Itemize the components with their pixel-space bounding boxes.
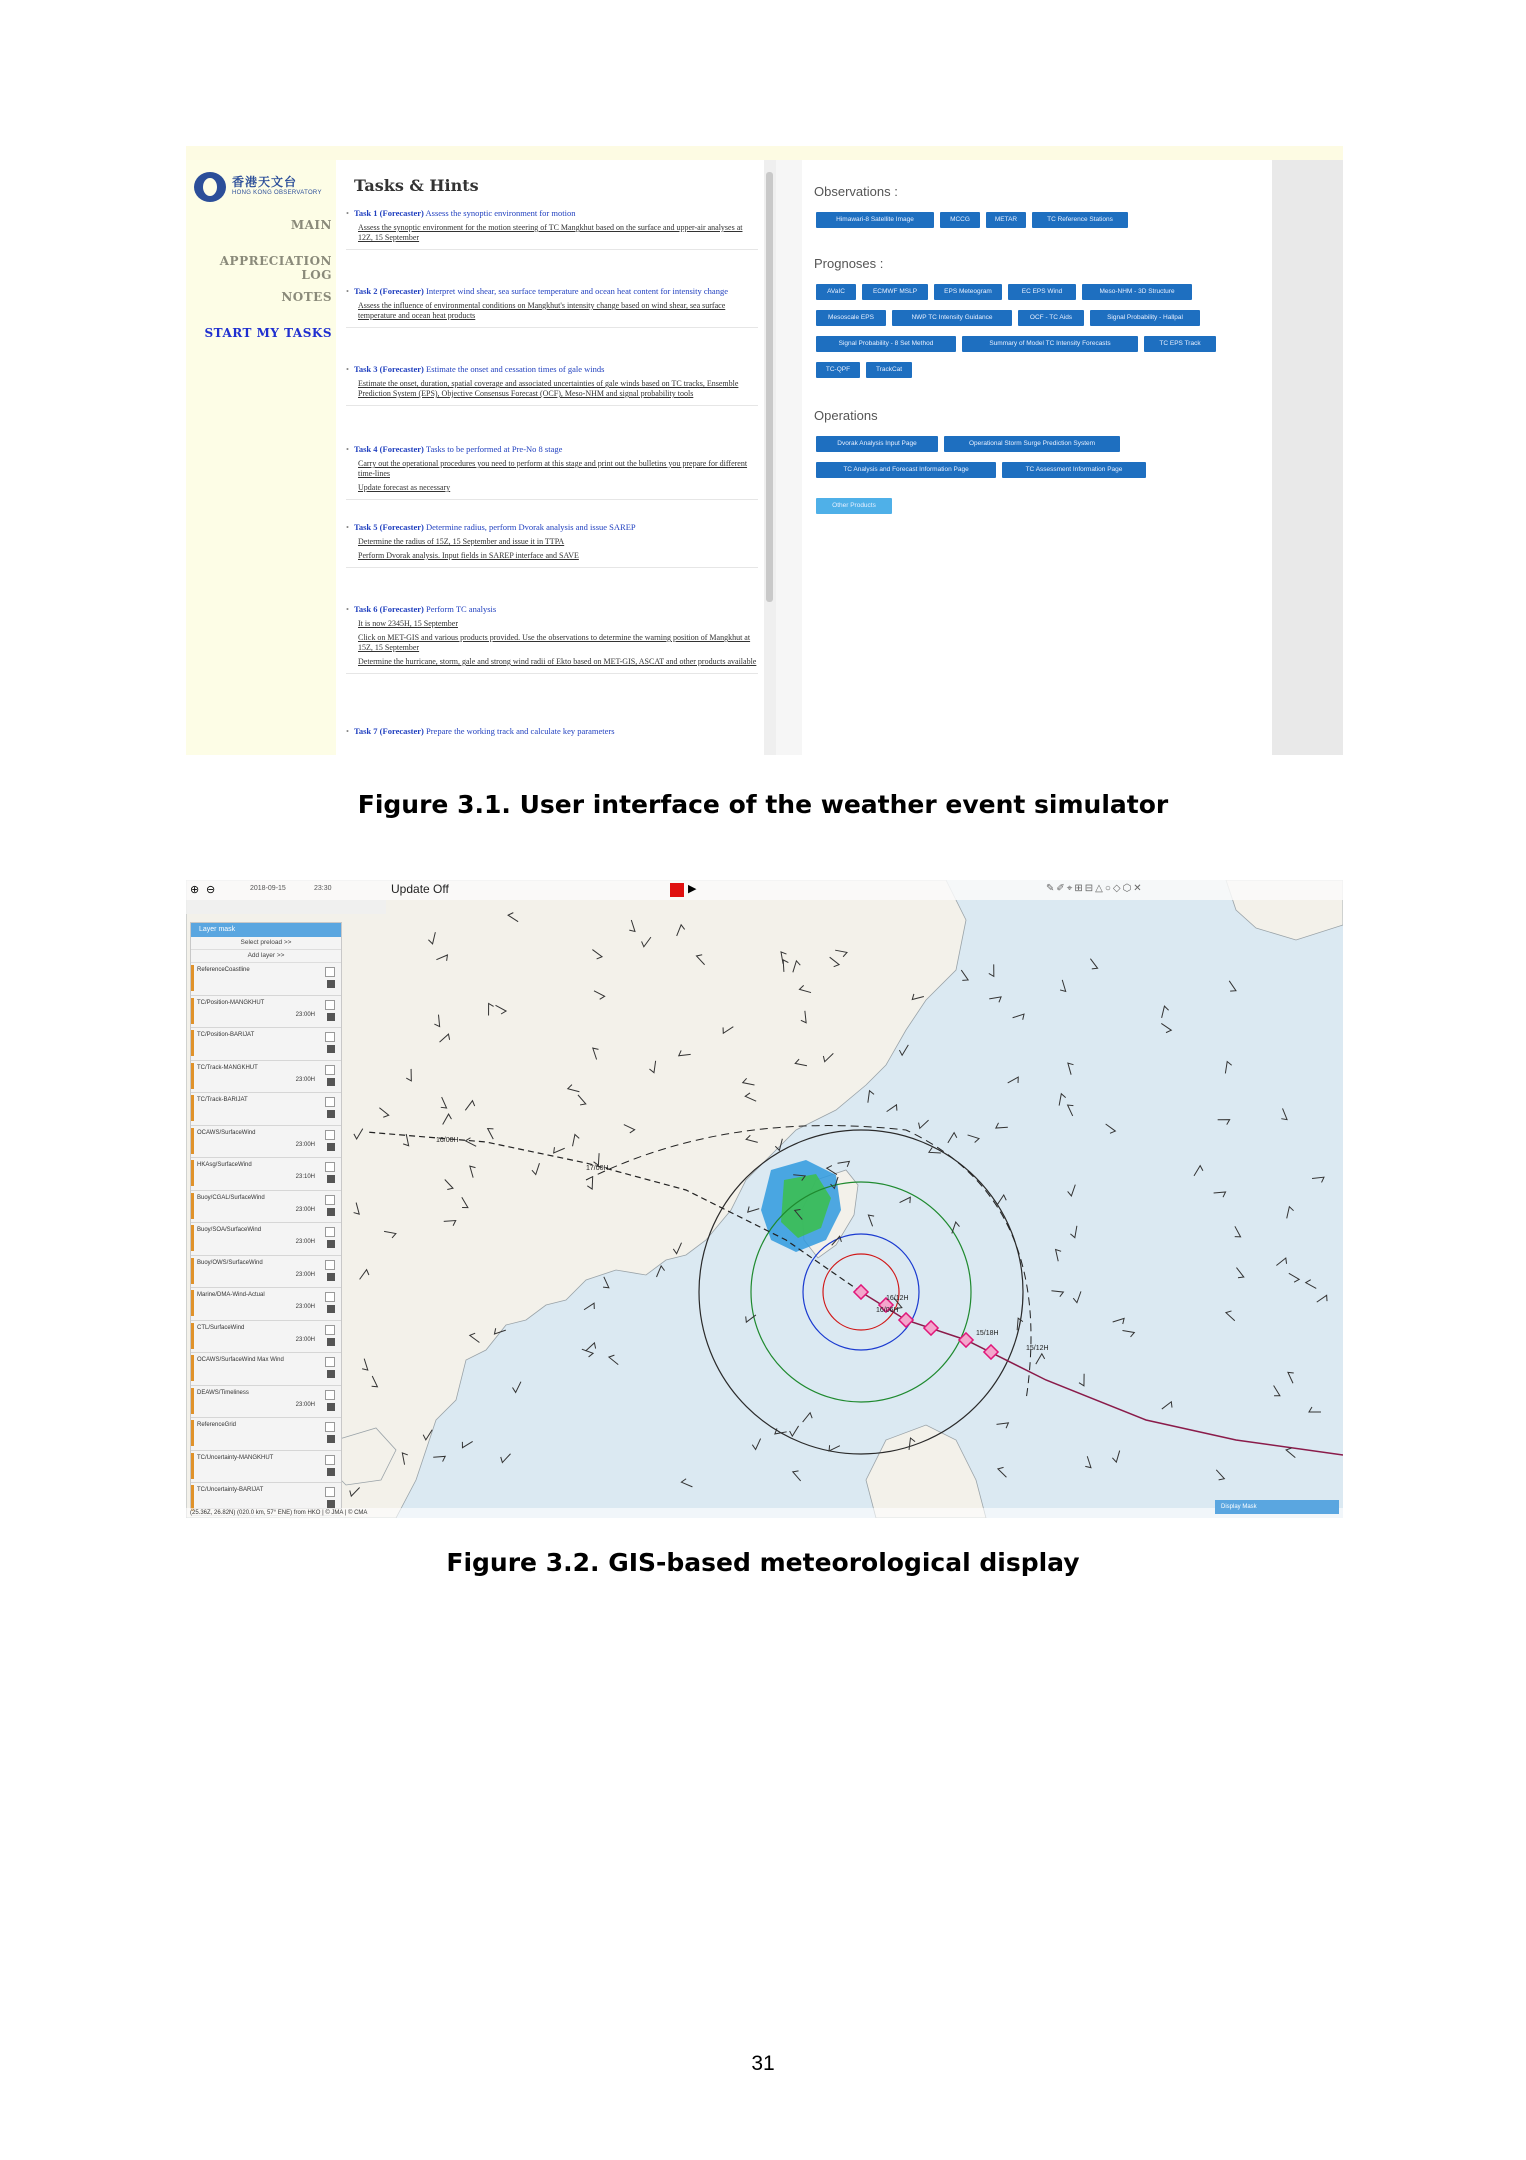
layer-name: DEAWS/Timeliness	[197, 1389, 249, 1396]
task-scrollbar[interactable]	[764, 160, 776, 755]
layer-name: TC/Position-BARIJAT	[197, 1032, 255, 1038]
toolbar-date[interactable]: 2018-09-15	[250, 885, 286, 892]
task-role: (Forecaster)	[379, 444, 424, 454]
layer-color-bar	[191, 1453, 194, 1479]
track-time-label: 17/00H	[586, 1165, 609, 1172]
layer-panel	[190, 922, 342, 1509]
scroll-thumb[interactable]	[766, 172, 773, 602]
nav-appreciation-log[interactable]: APPRECIATION LOG	[219, 254, 332, 282]
product-button[interactable]: TC EPS Track	[1144, 336, 1216, 352]
layer-item[interactable]	[191, 963, 341, 996]
task-hint[interactable]: Estimate the onset, duration, spatial coverage and associated uncertainties of gale winds based on TC tracks, Ensemble Prediction System (EPS), Objective Consensus Forecast (OCF), Meso-NHM and signal probability tools	[358, 379, 739, 398]
product-button[interactable]: Himawari-8 Satellite Image	[816, 212, 934, 228]
layer-color-bar	[191, 1225, 194, 1251]
layer-name: HKAsg/SurfaceWind	[197, 1162, 252, 1168]
task-title: Prepare the working track and calculate key parameters	[423, 726, 615, 736]
task-heading[interactable]	[346, 726, 758, 737]
layer-item[interactable]	[191, 1386, 341, 1419]
add-layer-button[interactable]: Add layer >>	[191, 950, 341, 963]
task-role: (Forecaster)	[379, 364, 424, 374]
layer-checkbox[interactable]	[325, 1260, 335, 1270]
layer-color-bar	[191, 1193, 194, 1219]
layer-checkbox[interactable]	[325, 1455, 335, 1465]
layer-name: TC/Track-BARIJAT	[197, 1097, 248, 1103]
task-item	[346, 604, 758, 674]
task-divider	[346, 405, 758, 406]
right-gutter	[1272, 160, 1343, 755]
task-divider	[346, 567, 758, 568]
layer-color-bar	[191, 1290, 194, 1316]
nav-notes[interactable]: NOTES	[281, 290, 332, 304]
layer-color-bar	[191, 1030, 194, 1056]
layer-item[interactable]	[191, 1256, 341, 1289]
layer-color-bar	[191, 1323, 194, 1349]
layer-color-bar	[191, 1095, 194, 1121]
tasks-panel	[336, 160, 764, 755]
product-button[interactable]: Dvorak Analysis Input Page	[816, 436, 938, 452]
gis-map[interactable]	[186, 880, 1343, 1518]
layer-name: ReferenceCoastline	[197, 967, 250, 973]
layer-edit-icon[interactable]	[327, 1435, 335, 1443]
bullet-icon: •	[346, 522, 349, 532]
layer-item[interactable]	[191, 1126, 341, 1159]
task-item	[346, 286, 758, 328]
figure-caption-1: Figure 3.1. User interface of the weather event simulator	[357, 790, 1169, 819]
layer-color-bar	[191, 1160, 194, 1186]
layer-edit-icon[interactable]	[327, 1208, 335, 1216]
product-button[interactable]: MCCG	[940, 212, 980, 228]
task-hint[interactable]: It is now 2345H, 15 September	[358, 619, 458, 628]
task-hint[interactable]: Assess the influence of environmental conditions on Mangkhut's intensity change based on wind shear, sea surface temperature and ocean heat products	[358, 301, 726, 320]
logo-text-en: HONG KONG OBSERVATORY	[232, 190, 322, 196]
product-button[interactable]: NWP TC Intensity Guidance	[892, 310, 1012, 326]
task-item	[346, 444, 758, 500]
layer-item[interactable]	[191, 1028, 341, 1061]
product-button[interactable]: Other Products	[816, 498, 892, 514]
layer-time: 23:00H	[295, 1304, 315, 1310]
layer-color-bar	[191, 1420, 194, 1446]
layer-checkbox[interactable]	[325, 1130, 335, 1140]
task-title: Perform TC analysis	[423, 604, 497, 614]
layer-name: Marine/DMA-Wind-Actual	[197, 1292, 265, 1298]
layer-edit-icon[interactable]	[327, 1500, 335, 1508]
layer-time: 23:00H	[295, 1076, 315, 1083]
layer-name: TC/Track-MANGKHUT	[197, 1064, 258, 1071]
prognoses-label: Prognoses :	[814, 256, 884, 271]
task-divider	[346, 249, 758, 250]
layer-name: ReferenceGrid	[197, 1422, 237, 1428]
layer-name: CTL/SurfaceWind	[197, 1324, 245, 1331]
layer-checkbox[interactable]	[325, 1292, 335, 1302]
layer-name: OCAWS/SurfaceWind	[197, 1129, 256, 1136]
task-item	[346, 208, 758, 250]
display-mask-panel[interactable]: Display Mask	[1215, 1500, 1339, 1514]
product-button[interactable]: TC Reference Stations	[1032, 212, 1128, 228]
layer-checkbox[interactable]	[325, 1097, 335, 1107]
layer-item[interactable]	[191, 1353, 341, 1386]
layer-edit-icon[interactable]	[327, 1013, 335, 1021]
nav-main[interactable]: MAIN	[290, 218, 332, 232]
top-strip	[186, 146, 1343, 160]
task-hint[interactable]: Assess the synoptic environment for the motion steering of TC Mangkhut based on the surface and upper-air analyses at 12Z, 15 September	[358, 223, 743, 242]
layer-edit-icon[interactable]	[327, 1045, 335, 1053]
task-heading[interactable]	[346, 208, 758, 219]
task-number: Task 4	[353, 444, 380, 454]
product-button[interactable]: TC Analysis and Forecast Information Page	[816, 462, 996, 478]
select-preload-button[interactable]: Select preload >>	[191, 937, 341, 950]
task-heading[interactable]	[346, 604, 758, 615]
layer-edit-icon[interactable]	[327, 1143, 335, 1151]
figure-caption-2: Figure 3.2. GIS-based meteorological display	[446, 1548, 1080, 1577]
task-title: Tasks to be performed at Pre-No 8 stage	[423, 444, 563, 454]
layer-color-bar	[191, 1258, 194, 1284]
layer-color-bar	[191, 1128, 194, 1154]
products-panel	[802, 160, 1272, 755]
task-role: (Forecaster)	[379, 522, 424, 532]
task-heading[interactable]	[346, 286, 758, 297]
task-hint[interactable]: Update forecast as necessary	[358, 483, 451, 492]
task-number: Task 1	[353, 208, 380, 218]
task-item	[346, 726, 758, 737]
layer-checkbox[interactable]	[325, 967, 335, 977]
task-heading[interactable]	[346, 444, 758, 455]
layer-checkbox[interactable]	[325, 1032, 335, 1042]
task-title: Assess the synoptic environment for motion	[423, 208, 576, 218]
layer-item[interactable]	[191, 996, 341, 1029]
layer-edit-icon[interactable]	[327, 1078, 335, 1086]
product-button[interactable]: OCF - TC Aids	[1018, 310, 1084, 326]
figure-gis-display	[186, 880, 1343, 1518]
task-hint[interactable]: Perform Dvorak analysis. Input fields in SAREP interface and SAVE	[358, 551, 579, 560]
task-hint[interactable]: Click on MET-GIS and various products provided. Use the observations to determine the warning position of Mangkhut at 15Z, 15 September	[358, 633, 751, 652]
task-title: Interpret wind shear, sea surface temperature and ocean heat content for intensity change	[423, 286, 728, 296]
layer-checkbox[interactable]	[325, 1390, 335, 1400]
layer-item[interactable]	[191, 1418, 341, 1451]
track-time-label: 16/12H	[886, 1295, 909, 1302]
layer-color-bar	[191, 965, 194, 991]
product-button[interactable]: TC-QPF	[816, 362, 860, 378]
layer-checkbox[interactable]	[325, 1162, 335, 1172]
task-heading[interactable]	[346, 522, 758, 533]
layer-item[interactable]	[191, 1093, 341, 1126]
product-button[interactable]: AVaIC	[816, 284, 856, 300]
task-role: (Forecaster)	[379, 604, 424, 614]
operations-label: Operations	[814, 408, 878, 423]
toolbar-time[interactable]: 23:30	[314, 885, 332, 892]
layer-edit-icon[interactable]	[327, 980, 335, 988]
product-button[interactable]: Signal Probability - Hallpal	[1090, 310, 1200, 326]
layer-item[interactable]	[191, 1158, 341, 1191]
layer-time: 23:00H	[295, 1239, 315, 1245]
bullet-icon: •	[346, 364, 349, 374]
layer-color-bar	[191, 1388, 194, 1414]
bullet-icon: •	[346, 604, 349, 614]
task-number: Task 6	[353, 604, 380, 614]
hko-logo-icon	[194, 172, 226, 202]
map-toolbar	[186, 880, 1343, 900]
task-number: Task 5	[353, 522, 380, 532]
layer-checkbox[interactable]	[325, 1487, 335, 1497]
product-button[interactable]: Signal Probability - 8 Set Method	[816, 336, 956, 352]
layer-edit-icon[interactable]	[327, 1110, 335, 1118]
layer-edit-icon[interactable]	[327, 1403, 335, 1411]
layer-item[interactable]	[191, 1288, 341, 1321]
page-number: 31	[751, 2052, 775, 2075]
layer-edit-icon[interactable]	[327, 1468, 335, 1476]
layer-time: 23:10H	[295, 1174, 315, 1180]
bullet-icon: •	[346, 208, 349, 218]
product-button[interactable]: Mesoscale EPS	[816, 310, 886, 326]
update-off-button[interactable]: Update Off	[391, 882, 449, 896]
figure-weather-event-simulator	[186, 146, 1343, 755]
layer-name: Buoy/OWS/SurfaceWind	[197, 1259, 263, 1266]
layer-checkbox[interactable]	[325, 1325, 335, 1335]
layer-edit-icon[interactable]	[327, 1240, 335, 1248]
layer-name: TC/Position-MANGKHUT	[197, 999, 265, 1006]
zoom-out-icon[interactable]: ⊖	[206, 884, 216, 896]
product-button[interactable]: TrackCat	[866, 362, 912, 378]
task-divider	[346, 327, 758, 328]
layer-panel-header[interactable]: Layer mask	[191, 923, 341, 937]
layer-item[interactable]	[191, 1321, 341, 1354]
layer-time: 23:00H	[295, 1401, 315, 1408]
layer-color-bar	[191, 998, 194, 1024]
layer-checkbox[interactable]	[325, 1227, 335, 1237]
product-button[interactable]: EC EPS Wind	[1008, 284, 1076, 300]
task-role: (Forecaster)	[379, 208, 424, 218]
layer-checkbox[interactable]	[325, 1195, 335, 1205]
zoom-in-icon[interactable]: ⊕	[190, 884, 200, 896]
layer-item[interactable]	[191, 1451, 341, 1484]
track-time-label: 16/06H	[876, 1307, 899, 1314]
layer-item[interactable]	[191, 1223, 341, 1256]
task-item	[346, 364, 758, 406]
layer-list	[191, 963, 341, 1516]
product-button[interactable]: METAR	[986, 212, 1026, 228]
layer-edit-icon[interactable]	[327, 1370, 335, 1378]
product-button[interactable]: Meso-NHM - 3D Structure	[1082, 284, 1192, 300]
task-hint[interactable]: Determine the radius of 15Z, 15 September and issue it in TTPA	[358, 537, 565, 546]
layer-edit-icon[interactable]	[327, 1305, 335, 1313]
panel-title: Tasks & Hints	[354, 176, 479, 195]
bullet-icon: •	[346, 286, 349, 296]
layer-time: 23:00H	[295, 1011, 315, 1018]
task-hint[interactable]: Determine the hurricane, storm, gale and strong wind radii of Ekto based on MET-GIS, ASCAT and other products available	[358, 657, 757, 666]
layer-time: 23:00H	[295, 1141, 315, 1148]
task-divider	[346, 673, 758, 674]
layer-checkbox[interactable]	[325, 1422, 335, 1432]
layer-edit-icon[interactable]	[327, 1175, 335, 1183]
play-icon[interactable]: ▶	[688, 883, 697, 895]
layer-color-bar	[191, 1063, 194, 1089]
nav-start-my-tasks[interactable]: START MY TASKS	[204, 326, 332, 340]
layer-time: 23:00H	[295, 1336, 315, 1343]
task-role: (Forecaster)	[379, 286, 424, 296]
track-time-label: 15/12H	[1026, 1345, 1049, 1352]
task-number: Task 3	[353, 364, 380, 374]
layer-name: OCAWS/SurfaceWind Max Wind	[197, 1357, 284, 1363]
time-slider-handle[interactable]	[670, 883, 684, 897]
layer-time: 23:00H	[295, 1206, 315, 1213]
hko-logo	[194, 172, 334, 202]
layer-item[interactable]	[191, 1191, 341, 1224]
layer-color-bar	[191, 1355, 194, 1381]
task-divider	[346, 499, 758, 500]
layer-name: TC/Uncertainty-BARIJAT	[197, 1487, 264, 1493]
task-title: Estimate the onset and cessation times of gale winds	[423, 364, 605, 374]
task-number: Task 2	[353, 286, 380, 296]
task-heading[interactable]	[346, 364, 758, 375]
task-role: (Forecaster)	[379, 726, 424, 736]
layer-checkbox[interactable]	[325, 1357, 335, 1367]
product-button[interactable]: EPS Meteogram	[934, 284, 1002, 300]
bullet-icon: •	[346, 726, 349, 736]
drawing-tools-icon[interactable]: ✎✐⌖⊞⊟△○◇⬡✕	[1046, 883, 1144, 894]
track-time-label: 15/18H	[976, 1330, 999, 1337]
task-hint[interactable]: Carry out the operational procedures you need to perform at this stage and print out the bulletins you prepare for different time-lines	[358, 459, 748, 478]
layer-time: 23:00H	[295, 1271, 315, 1278]
layer-checkbox[interactable]	[325, 1065, 335, 1075]
logo-text-zh: 香港天文台	[232, 175, 298, 189]
task-title: Determine radius, perform Dvorak analysis and issue SAREP	[423, 522, 636, 532]
map-status-bar: (25.36Z, 26.82N) (020.0 km, 57° ENE) from HKO | © JMA | © CMA	[186, 1508, 1343, 1518]
map-toolbar-row-2	[186, 900, 386, 914]
task-item	[346, 522, 758, 568]
layer-name: TC/Uncertainty-MANGKHUT	[197, 1454, 274, 1461]
observations-label: Observations :	[814, 184, 898, 199]
product-button[interactable]: TC Assessment Information Page	[1002, 462, 1146, 478]
layer-edit-icon[interactable]	[327, 1338, 335, 1346]
layer-checkbox[interactable]	[325, 1000, 335, 1010]
layer-name: Buoy/SOA/SurfaceWind	[197, 1227, 262, 1233]
layer-item[interactable]	[191, 1061, 341, 1094]
track-time-label: 16/00H	[436, 1137, 459, 1144]
product-button[interactable]: Operational Storm Surge Prediction System	[944, 436, 1120, 452]
layer-name: Buoy/CGAL/SurfaceWind	[197, 1194, 265, 1201]
task-number: Task 7	[353, 726, 380, 736]
product-button[interactable]: Summary of Model TC Intensity Forecasts	[962, 336, 1138, 352]
layer-edit-icon[interactable]	[327, 1273, 335, 1281]
product-button[interactable]: ECMWF MSLP	[862, 284, 928, 300]
bullet-icon: •	[346, 444, 349, 454]
left-navigation	[186, 160, 336, 755]
